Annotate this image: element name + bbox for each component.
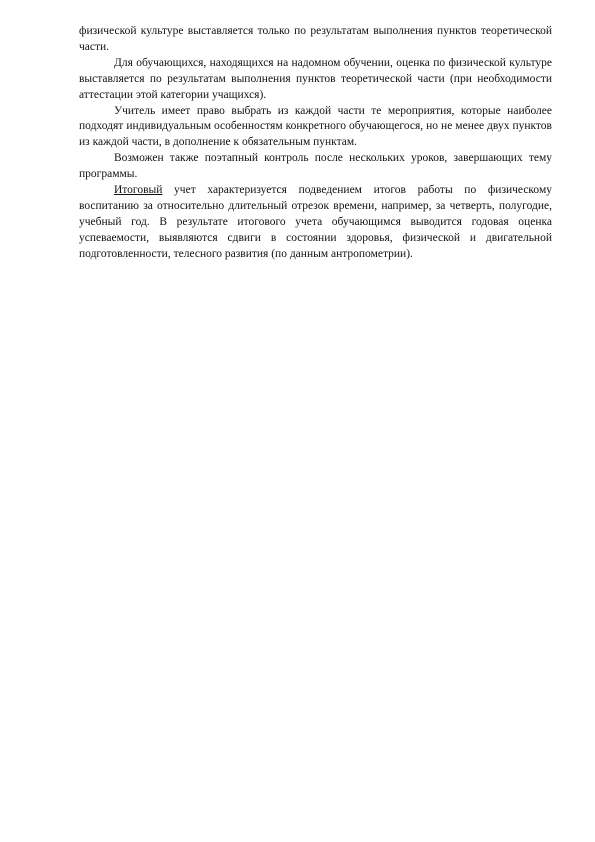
paragraph-continuation: физической культуре выставляется только по результатам выполнения пунктов теоретической части. bbox=[79, 25, 552, 53]
paragraph-stage-control: Возможен также поэтапный контроль после нескольких уроков, завершающих тему программы. bbox=[79, 152, 552, 181]
paragraph-home-schooling: Для обучающихся, находящихся на надомном обучении, оценка по физической культуре выставляется по результатам выполнения пунктов теоретической части (при необходимости аттестации этой категории учащихся). bbox=[79, 56, 552, 101]
final-assessment-lead: Итоговый bbox=[114, 184, 163, 197]
paragraph-final-assessment bbox=[79, 183, 552, 263]
paragraph-teacher-choice: Учитель имеет право выбрать из каждой части те мероприятия, которые наиболее подходят индивидуальным особенностям конкретного обучающегося, но не менее двух пунктов из каждой части, в дополнение к обязательным пунктам. bbox=[79, 104, 552, 149]
final-assessment-text: учет характеризуется подведением итогов работы по физическому воспитанию за относительно длительный отрезок времени, например, за четверть, полугодие, учебный год. В результате итогового учета обучающимся выводится годовая оценка успеваемости, выявляются сдвиги в состоянии здоровья, физической и двигательной подготовленности, телесного развития (по данным антропометрии). bbox=[79, 184, 552, 260]
document-body bbox=[79, 24, 552, 263]
